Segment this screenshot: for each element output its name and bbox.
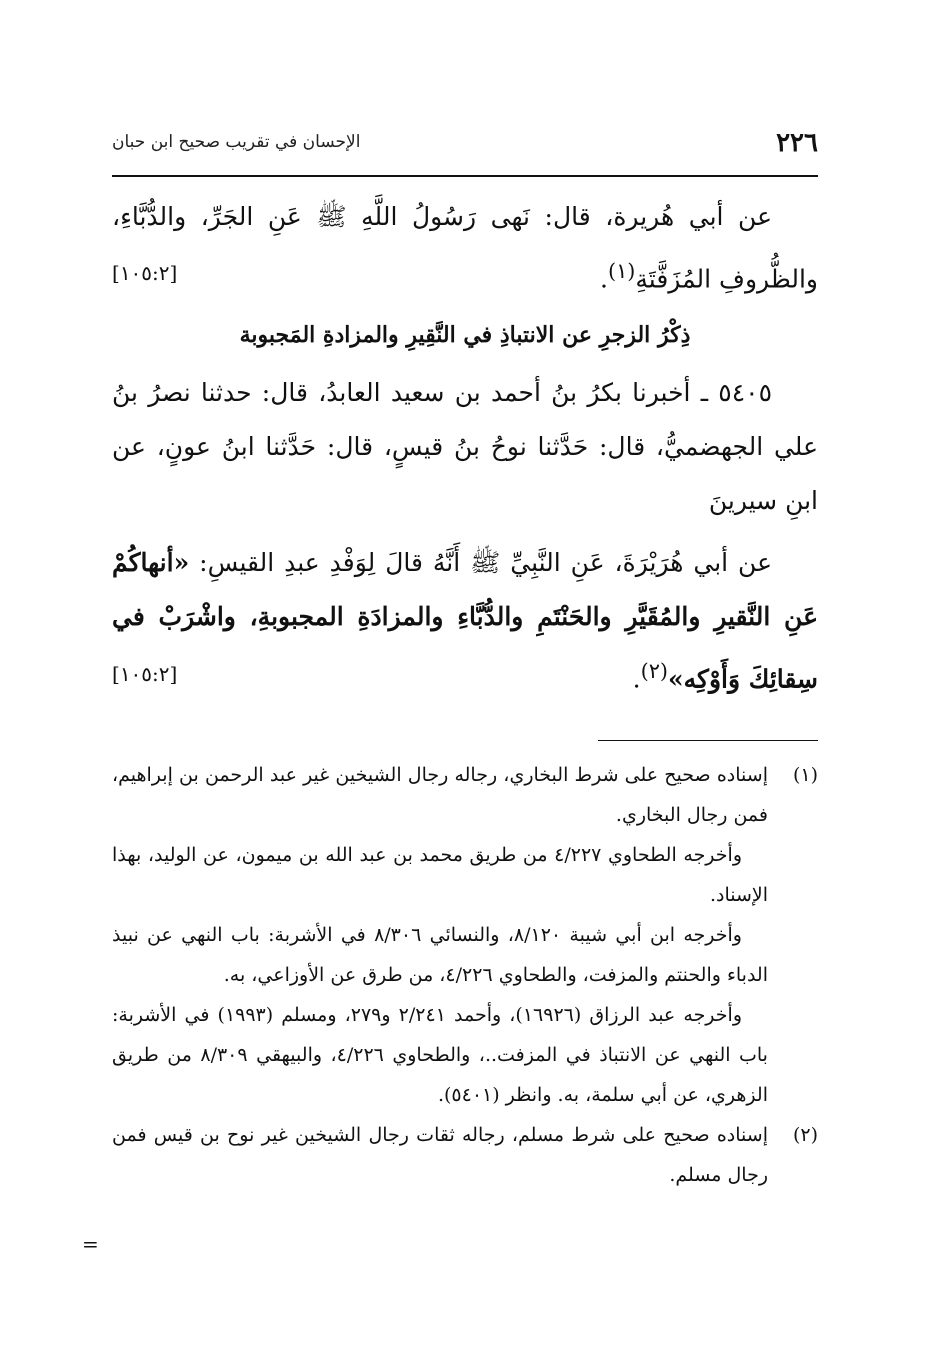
hadith-1 bbox=[112, 190, 818, 306]
running-title: الإحسان في تقريب صحيح ابن حبان bbox=[112, 132, 361, 152]
hadith-2-quote: «أنهاكُمْ عَنِ النَّقيرِ والمُقَيَّرِ والحَنْتَمِ والدُّبَّاءِ والمزادَةِ المجبوبةِ، واشْرَبْ في سِقائِكَ وَأَوْكِه» bbox=[112, 548, 818, 694]
hadith-2-intro: عن أبي هُرَيْرَةَ، عَنِ النَّبِيِّ ﷺ أَنَّهُ قالَ لِوَفْدِ عبدِ القيسِ: bbox=[199, 548, 772, 578]
isnad-paragraph: ٥٤٠٥ ـ أخبرنا بكرُ بنُ أحمد بن سعيد العابدُ، قال: حدثنا نصرُ بنُ علي الجهضميُّ، قال: حَدَّثنا نوحُ بنُ قيسٍ، قال: حَدَّثنا ابنُ عونٍ، عن ابنِ سيرينَ bbox=[112, 378, 818, 516]
hadith-1-text: عن أبي هُريرة، قال: نَهى رَسُولُ اللَّهِ ﷺ عَنِ الجَرِّ، والدُّبَّاءِ، والظُّروفِ المُزَفَّتَةِ bbox=[112, 202, 818, 294]
hadith-1-end: . bbox=[599, 264, 608, 294]
hadith-2-reference: [١٠٥:٢] bbox=[112, 661, 178, 686]
hadith-1-reference: [١٠٥:٢] bbox=[112, 261, 178, 286]
page-header bbox=[112, 128, 818, 168]
footnote-1-text: إسناده صحيح على شرط البخاري، رجاله رجال الشيخين غير عبد الرحمن بن إبراهيم، فمن رجال البخاري. bbox=[112, 764, 768, 826]
footnote-2-number: (٢) bbox=[792, 1124, 818, 1146]
footnote-1 bbox=[112, 755, 818, 835]
hadith-2 bbox=[112, 536, 818, 706]
main-text bbox=[112, 190, 818, 707]
footnote-1-paragraph-4: وأخرجه عبد الرزاق (١٦٩٢٦)، وأحمد ٢/٢٤١ و٢٧٩، ومسلم (١٩٩٣) في الأشربة: باب النهي عن الانتباذ في المزفت..، والطحاوي ٤/٢٢٦، والبيهقي ٨/٣٠٩ من طريق الزهري، عن أبي سلمة، به. وانظر (٥٤٠١). bbox=[112, 1004, 768, 1106]
footnote-1-paragraph-2: وأخرجه الطحاوي ٤/٢٢٧ من طريق محمد بن عبد الله بن ميمون، عن الوليد، بهذا الإسناد. bbox=[112, 844, 768, 906]
page-number: ٢٢٦ bbox=[776, 128, 818, 158]
footnote-2-text: إسناده صحيح على شرط مسلم، رجاله ثقات رجال الشيخين غير نوح بن قيس فمن رجال مسلم. bbox=[112, 1124, 768, 1186]
section-heading: ذِكْرُ الزجرِ عن الانتباذِ في النَّقِيرِ والمزادةِ المَجبوبة bbox=[239, 322, 691, 349]
footnote-marker-1: (١) bbox=[607, 259, 636, 283]
footnote-marker-2: (٢) bbox=[640, 659, 669, 684]
footnote-1-number: (١) bbox=[792, 764, 818, 786]
footnotes bbox=[112, 755, 818, 1195]
footnotes-rule bbox=[598, 740, 818, 741]
hadith-2-end: . bbox=[632, 664, 641, 694]
continuation-mark: = bbox=[82, 1232, 99, 1256]
footnote-1-paragraph-3: وأخرجه ابن أبي شيبة ٨/١٢٠، والنسائي ٨/٣٠٦ في الأشربة: باب النهي عن نبيذ الدباء والحنتم والمزفت، والطحاوي ٤/٢٢٦، من طرق عن الأوزاعي، به. bbox=[112, 924, 768, 986]
footnote-2 bbox=[112, 1115, 818, 1195]
header-rule bbox=[112, 175, 818, 177]
